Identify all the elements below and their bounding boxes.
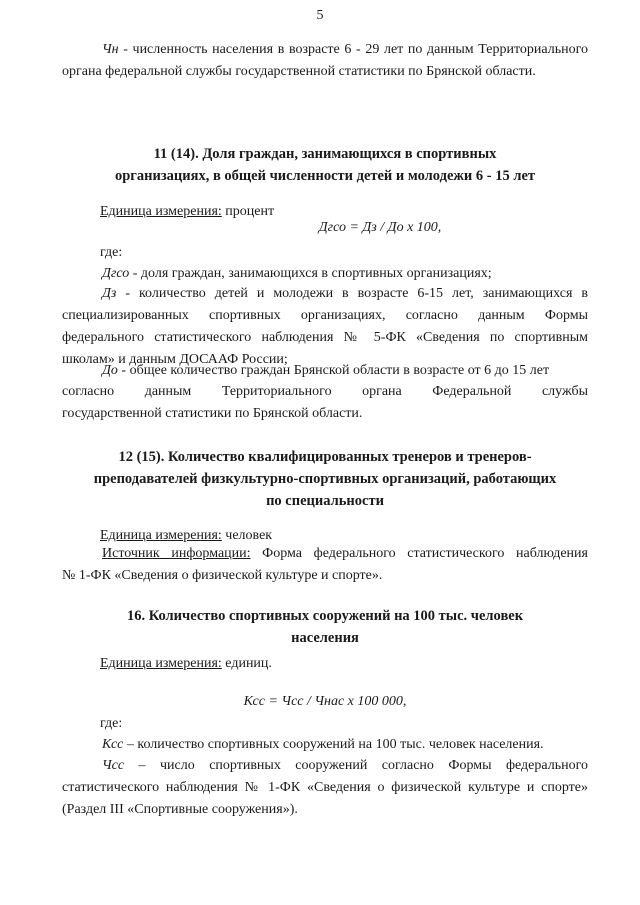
intro-text: - численность населения в возрасте 6 - 29 лет по данным Территориального органа федеральной службы государственной статистики по Брянской области.: [62, 42, 588, 79]
section-11-def3-line3: государственной статистики по Брянской области.: [62, 406, 363, 421]
section-11-def3-term: До: [102, 363, 118, 378]
section-12-source-value: Форма федерального статистического наблюдения: [250, 546, 588, 561]
section-11-heading-line2: организациях, в общей численности детей и молодежи 6 - 15 лет: [114, 168, 536, 184]
section-12-source-line2: № 1-ФК «Сведения о физической культуре и спорте».: [62, 568, 383, 583]
section-12-source-label: Источник информации:: [102, 546, 251, 561]
section-11-formula: Дгсо = Дз / До х 100,: [318, 220, 442, 235]
section-16-heading-line2: населения: [291, 630, 359, 646]
section-12-source: [62, 543, 588, 565]
section-12-unit-label: Единица измерения:: [100, 528, 222, 543]
section-16-def2-term: Чсс: [102, 758, 125, 773]
section-16-unit-value: единиц.: [221, 656, 272, 671]
section-12-heading-line3: по специальности: [266, 493, 384, 509]
section-16-def2-text: – число спортивных сооружений согласно Формы федерального статистического наблюдения № 1-ФК «Сведения о физической культуре и спорте» (Раздел III «Спортивные сооружения»).: [62, 758, 588, 817]
section-11-def1-term: Дгсо: [102, 266, 130, 281]
section-16-def2: [62, 755, 588, 821]
section-11-def2: [62, 283, 588, 371]
section-12-heading-line2: преподавателей физкультурно-спортивных организаций, работающих: [93, 471, 557, 487]
section-16-def1-text: – количество спортивных сооружений на 100 тыс. человек населения.: [123, 737, 544, 752]
section-11-unit-value: процент: [221, 204, 275, 219]
section-11-def1: [62, 263, 588, 285]
intro-paragraph: [62, 39, 588, 83]
section-11-def3-text-line1: - общее количество граждан Брянской области в возрасте от 6 до 15 лет: [117, 363, 550, 378]
section-16-unit: [100, 653, 588, 675]
section-16-where: где:: [100, 716, 123, 731]
section-16-def1: [62, 734, 588, 756]
section-12-unit-value: человек: [221, 528, 273, 543]
section-11-def3-line2: согласно данным Территориального органа Федеральной службы: [62, 384, 588, 399]
section-11-unit-label: Единица измерения:: [100, 204, 222, 219]
section-11-def1-text: - доля граждан, занимающихся в спортивных организациях;: [129, 266, 492, 281]
section-12-heading-line1: 12 (15). Количество квалифицированных тренеров и тренеров-: [118, 449, 532, 465]
section-11-where: где:: [100, 245, 123, 260]
section-11-heading-line1: 11 (14). Доля граждан, занимающихся в спортивных: [153, 146, 497, 162]
section-11-def2-term: Дз: [102, 286, 117, 301]
section-16-unit-label: Единица измерения:: [100, 656, 222, 671]
section-16-formula: Ксс = Чсс / Чнас х 100 000,: [243, 694, 407, 709]
intro-term: Чн: [102, 42, 119, 57]
section-11-def2-text: - количество детей и молодежи в возрасте 6-15 лет, занимающихся в специализированных спортивных организациях, согласно данным Формы федерального статистического наблюдения № 5-ФК «Сведения по спортивным школам» и данным ДОСААФ России;: [62, 286, 588, 367]
section-16-def1-term: Ксс: [102, 737, 124, 752]
section-11-def3-line1: [62, 360, 588, 382]
page-number: 5: [316, 8, 324, 23]
section-16-heading-line1: 16. Количество спортивных сооружений на 100 тыс. человек: [126, 608, 524, 624]
